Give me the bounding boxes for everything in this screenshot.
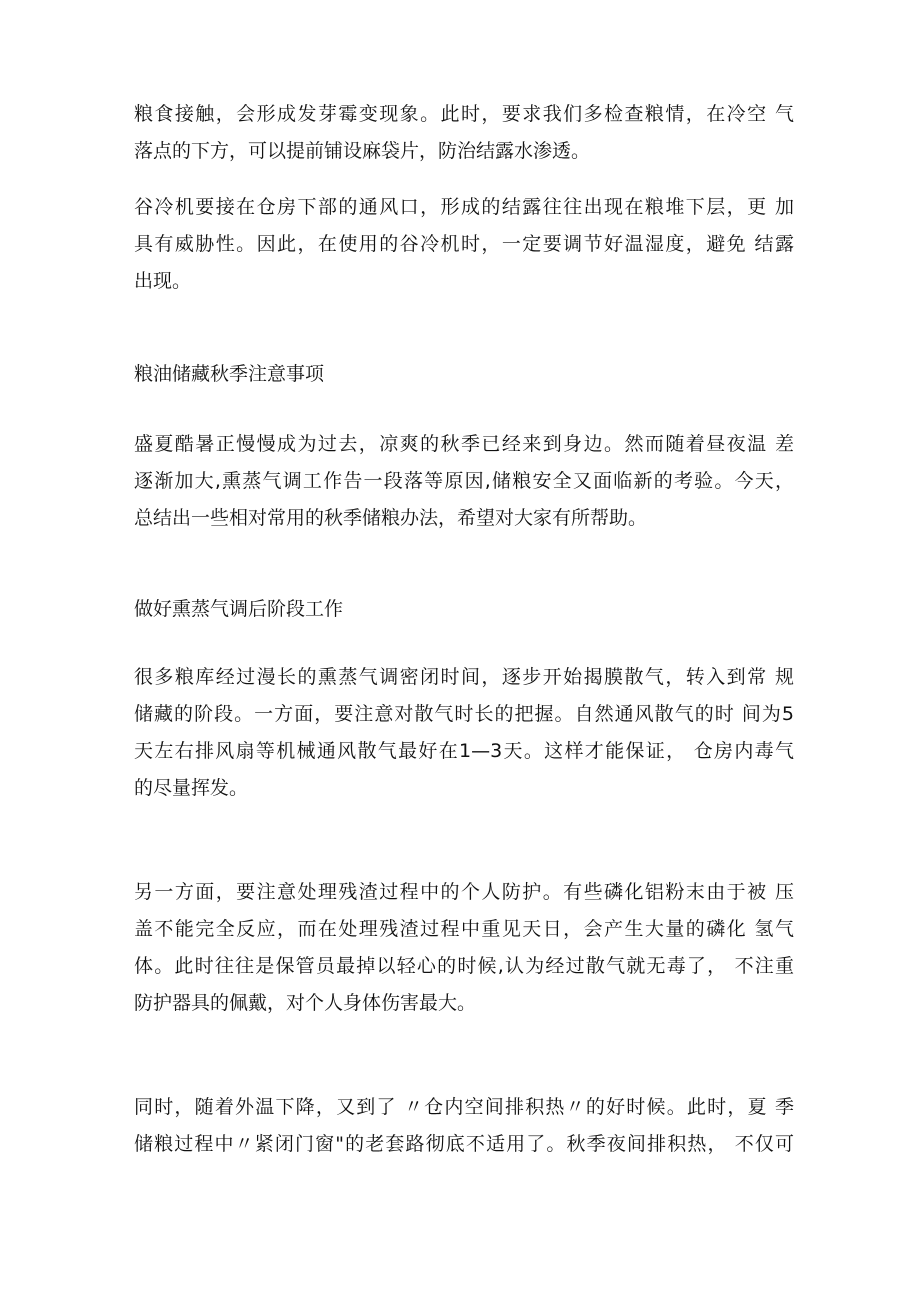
paragraph-autumn-intro [134,426,794,537]
heading-text: 做好熏蒸气调后阶段工作 [134,598,344,620]
section-heading-autumn-storage [134,356,794,393]
text-line: 防护器具的佩戴，对个人身体伤害最大。 [134,992,477,1014]
text-line: 天左右排风扇等机械通风散气最好在1—3天。这样才能保证， 仓房内毒气 [134,740,794,762]
heading-text: 粮油储藏秋季注意事项 [134,363,325,385]
paragraph-heat-exhaust [134,1089,794,1163]
text-line: 出现。 [134,270,192,292]
text-line: 体。此时往往是保管员最掉以轻心的时候,认为经过散气就无毒了， 不注重 [134,955,794,977]
text-line: 另一方面，要注意处理残渣过程中的个人防护。有些磷化铝粉末由于被 压 [134,881,794,903]
paragraph-ventilation [134,659,794,807]
text-line: 很多粮库经过漫长的熏蒸气调密闭时间，逐步开始揭膜散气，转入到常 规 [134,666,794,688]
text-line: 总结出一些相对常用的秋季储粮办法，希望对大家有所帮助。 [134,507,648,529]
text-line: 逐渐加大,熏蒸气调工作告一段落等原因,储粮安全又面临新的考验。今天， [134,470,794,492]
text-line: 盖不能完全反应，而在处理残渣过程中重见天日，会产生大量的磷化 氢气 [134,918,794,940]
text-line: 粮食接触，会形成发芽霉变现象。此时，要求我们多检查粮情，在冷空 气 [134,103,794,125]
text-line: 具有威胁性。因此，在使用的谷冷机时，一定要调节好温湿度，避免 结露 [134,233,794,255]
paragraph-personal-protection [134,874,794,1022]
text-line: 同时，随着外温下降，又到了 〃仓内空间排积热〃的好时候。此时，夏 季 [134,1096,794,1118]
text-line: 落点的下方，可以提前铺设麻袋片，防治结露水渗透。 [134,140,591,162]
section-heading-fumigation-followup [134,591,794,628]
text-line: 储粮过程中〃紧闭门窗"的老套路彻底不适用了。秋季夜间排积热， 不仅可 [134,1133,794,1155]
text-line: 储藏的阶段。一方面，要注意对散气时长的把握。自然通风散气的时 间为5 [134,703,794,725]
paragraph-grain-cooler [134,189,794,300]
text-line: 盛夏酷暑正慢慢成为过去，凉爽的秋季已经来到身边。然而随着昼夜温 差 [134,433,794,455]
text-line: 谷冷机要接在仓房下部的通风口，形成的结露往往出现在粮堆下层，更 加 [134,196,794,218]
paragraph-condensation-prevention [134,96,794,170]
text-line: 的尽量挥发。 [134,777,249,799]
